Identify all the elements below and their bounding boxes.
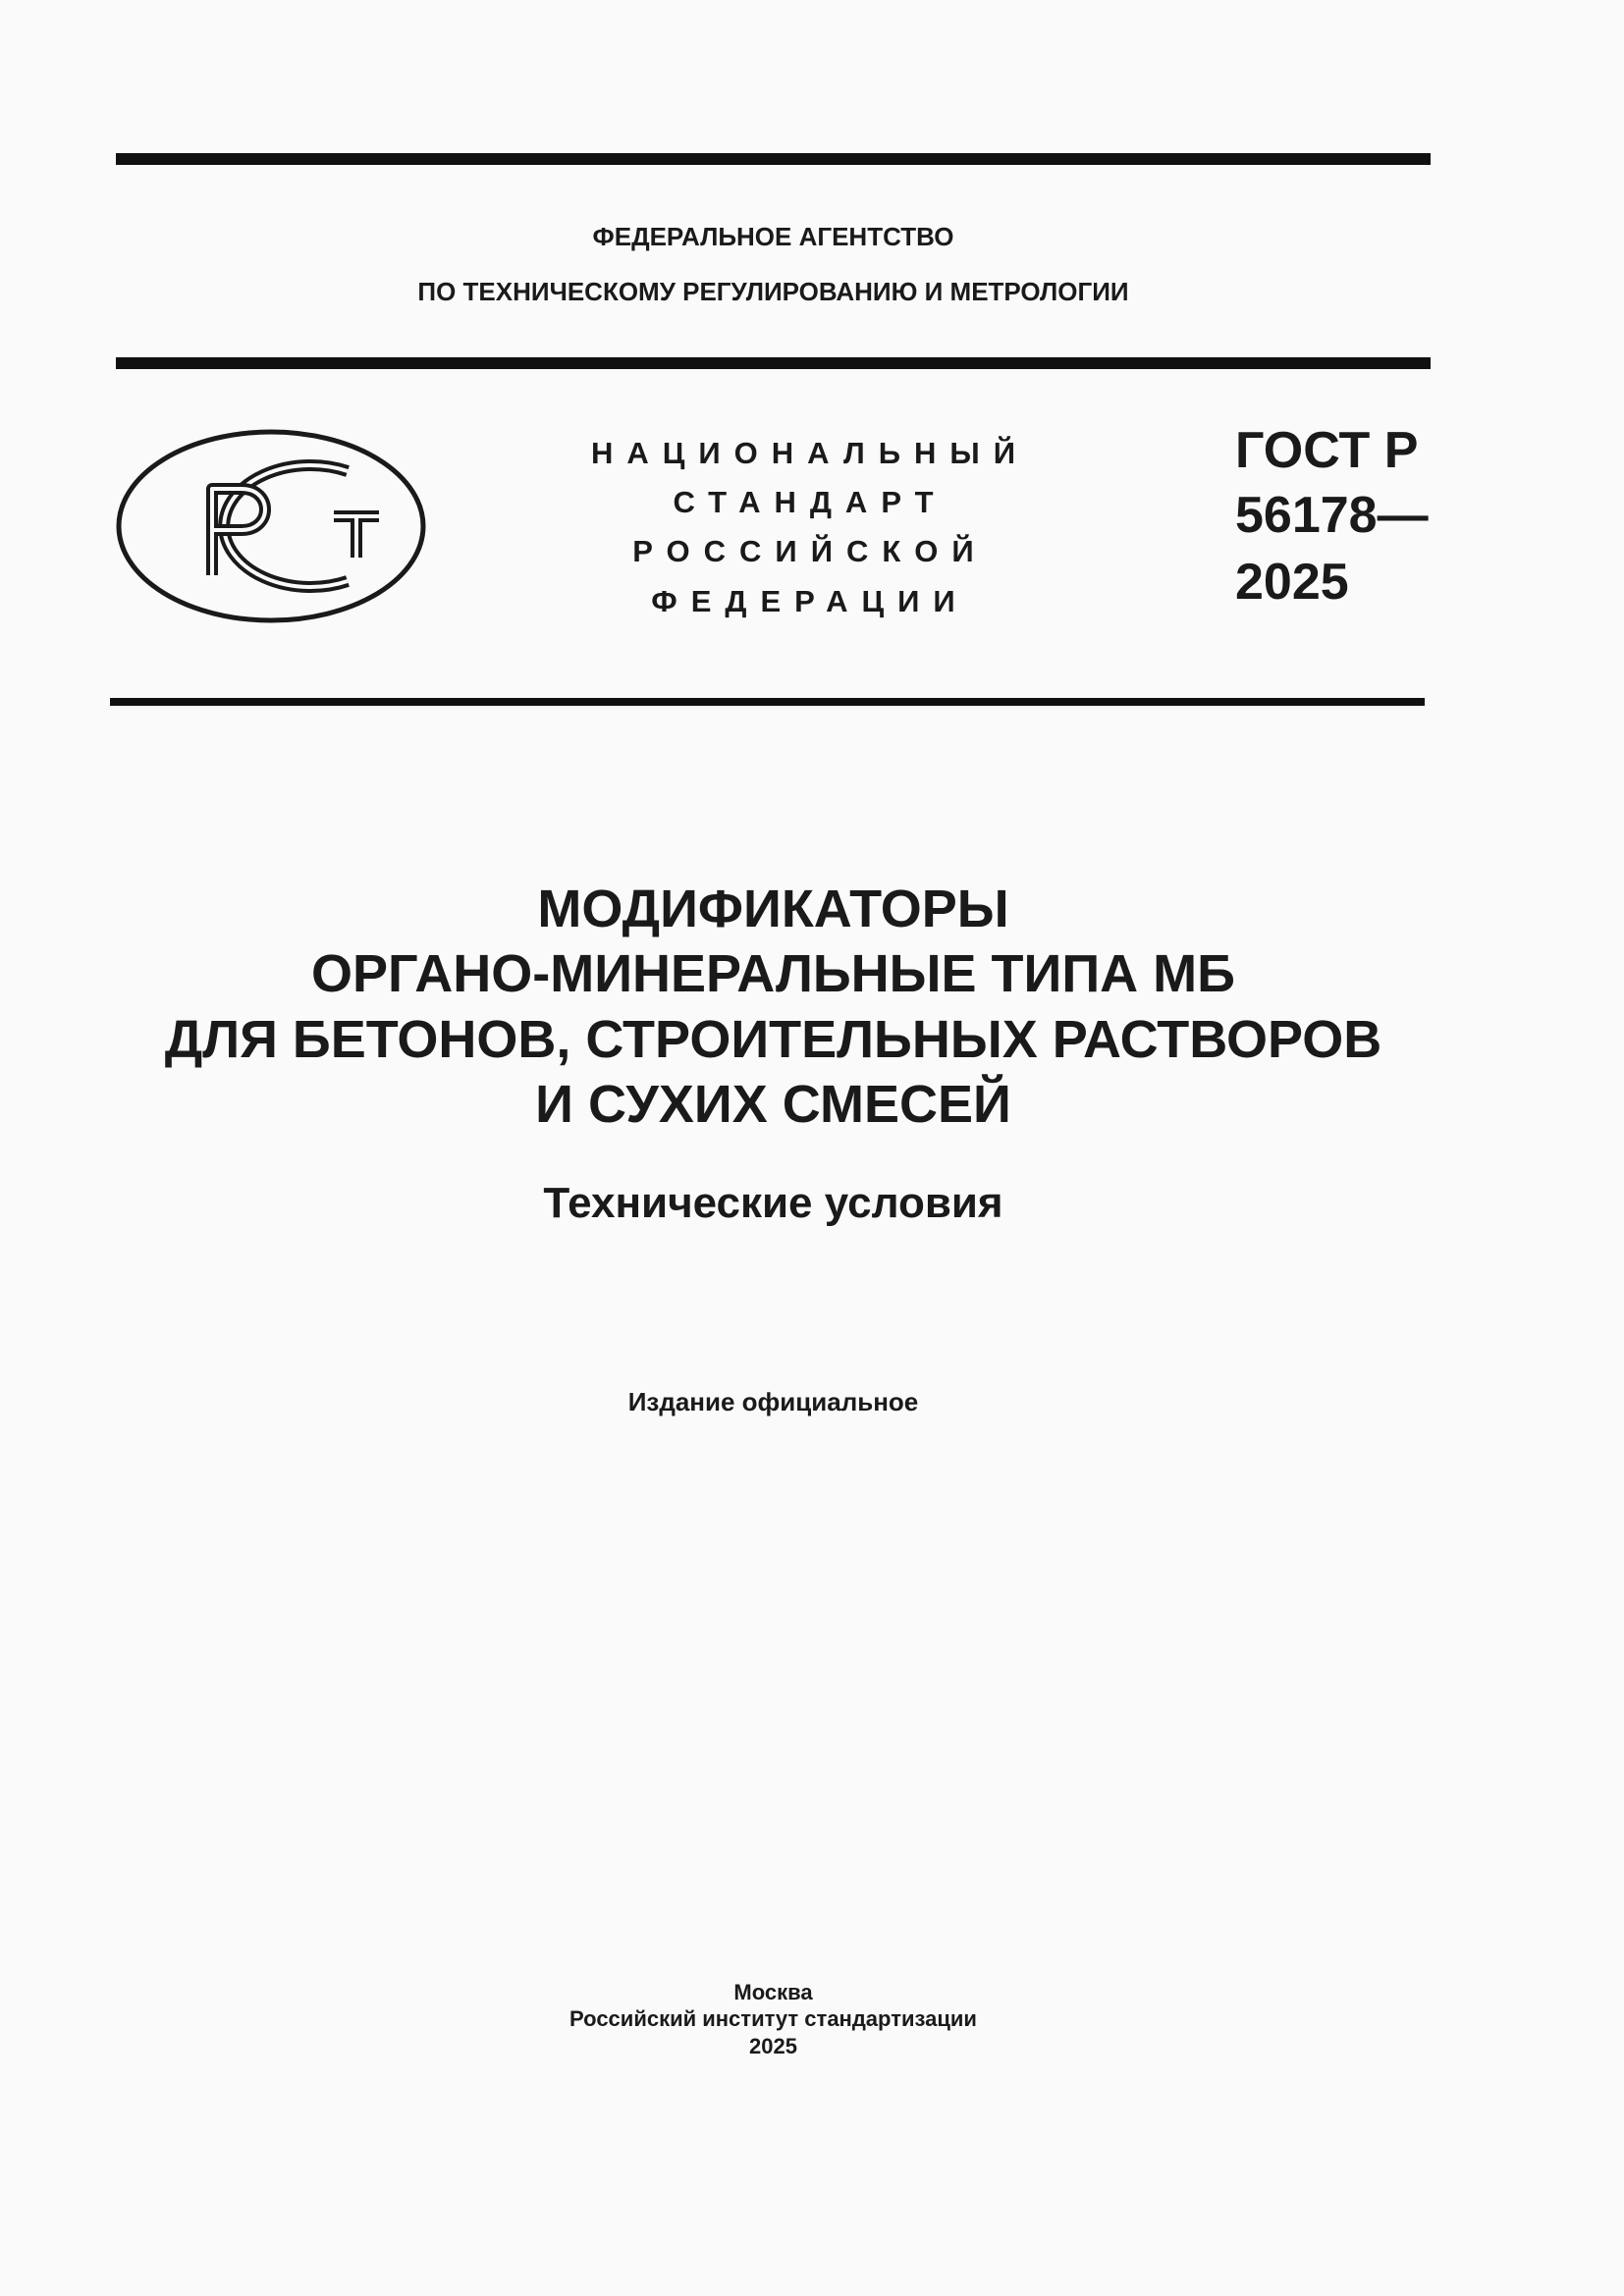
standard-type-line-4: ФЕДЕРАЦИИ — [651, 584, 969, 618]
header-separator-rule — [116, 357, 1431, 369]
imprint-city: Москва — [733, 1980, 813, 2004]
standard-designation-line-1: ГОСТ Р — [1235, 422, 1419, 479]
document-title-line-2: ОРГАНО-МИНЕРАЛЬНЫЕ ТИПА МБ — [311, 944, 1235, 1003]
document-title-line-3: ДЛЯ БЕТОНОВ, СТРОИТЕЛЬНЫХ РАСТВОРОВ — [164, 1010, 1382, 1069]
standard-type-line-2: СТАНДАРТ — [673, 485, 947, 519]
agency-name-line-1: ФЕДЕРАЛЬНОЕ АГЕНТСТВО — [592, 222, 954, 251]
edition-note: Издание официальное — [627, 1387, 919, 1416]
standard-type-line-1: НАЦИОНАЛЬНЫЙ — [590, 436, 1030, 470]
document-title-line-1: МОДИФИКАТОРЫ — [537, 880, 1009, 938]
standard-designation-line-3: 2025 — [1235, 554, 1349, 611]
standard-type-line-3: РОССИЙСКОЙ — [632, 534, 988, 568]
rst-certification-mark-icon — [116, 428, 426, 624]
top-rule — [116, 153, 1431, 165]
imprint-year: 2025 — [749, 2034, 797, 2058]
document-title-line-4: И СУХИХ СМЕСЕЙ — [535, 1075, 1011, 1134]
title-block-rule — [110, 698, 1425, 706]
document-subtitle: Технические условия — [543, 1179, 1003, 1227]
imprint-publisher: Российский институт стандартизации — [569, 2006, 977, 2031]
agency-name-line-2: ПО ТЕХНИЧЕСКОМУ РЕГУЛИРОВАНИЮ И МЕТРОЛОГИИ — [417, 277, 1129, 306]
standard-designation-line-2: 56178— — [1235, 487, 1429, 544]
